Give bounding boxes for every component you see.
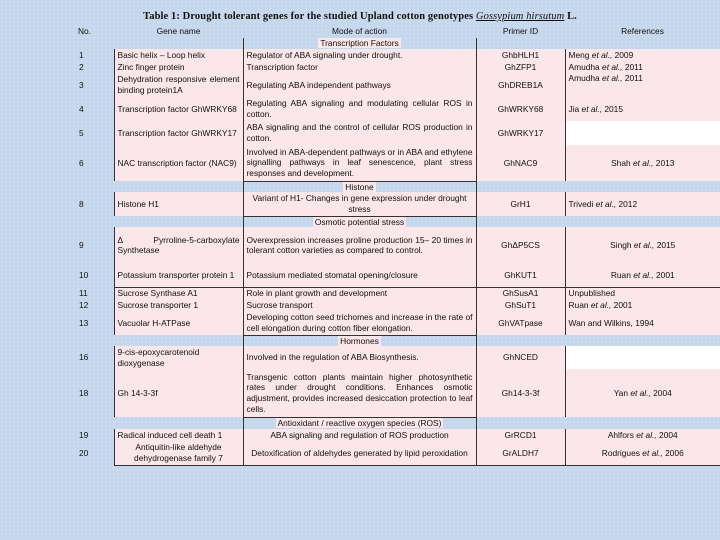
table-row — [76, 49, 720, 61]
category-row-ros — [76, 417, 720, 429]
table-row — [76, 429, 720, 441]
row-ref: Singh et al., 2015 — [565, 227, 720, 263]
row-gene: Transcription factor GhWRKY17 — [114, 121, 243, 145]
table-row — [76, 369, 720, 417]
row-gene: NAC transcription factor (NAC9) — [114, 145, 243, 181]
category-row-osmotic — [76, 216, 720, 227]
category-label: Histone — [345, 181, 374, 192]
row-no: 13 — [79, 317, 89, 328]
row-gene: Transcription factor GhWRKY68 — [114, 97, 243, 121]
row-no: 12 — [79, 299, 89, 310]
row-ref: Ahlfors et al., 2004 — [565, 429, 720, 441]
title-prefix: Table 1: Drought tolerant genes for the studied Upland cotton genotypes — [143, 11, 474, 22]
row-ref — [565, 121, 720, 145]
header-primer: Primer ID — [502, 26, 539, 37]
row-no: 18 — [79, 387, 89, 398]
row-mode: Regulator of ABA signaling under drought. — [243, 49, 476, 61]
row-no: 16 — [79, 352, 89, 363]
row-gene: Basic helix – Loop helix — [114, 49, 243, 61]
row-ref: Yan et al., 2004 — [565, 369, 720, 417]
title-species: Gossypium hirsutum — [475, 11, 565, 22]
row-mode: ABA signaling and regulation of ROS production — [243, 429, 476, 441]
row-mode: ABA signaling and the control of cellular ROS production in cotton. — [243, 121, 476, 145]
row-primer: GhWRKY17 — [476, 121, 565, 145]
row-primer: GrH1 — [476, 192, 565, 216]
row-no: 8 — [79, 198, 84, 209]
row-mode: Potassium mediated stomatal opening/closure — [243, 263, 476, 287]
table-row — [76, 121, 720, 145]
row-ref: Amudha et al., 2011 — [565, 73, 720, 97]
row-ref: Jia et al., 2015 — [565, 97, 720, 121]
row-gene: Zinc finger protein — [114, 61, 243, 73]
row-no: 4 — [79, 103, 84, 114]
row-ref: Rodrigues et al., 2006 — [565, 441, 720, 465]
category-row-histone — [76, 181, 720, 192]
row-ref: Ruan et al., 2001 — [565, 263, 720, 287]
row-gene: Dehydration responsive element binding protein1A — [114, 73, 243, 97]
row-mode: Variant of H1- Changes in gene expression under drought stress — [243, 192, 476, 216]
title-suffix: L. — [567, 11, 577, 22]
row-ref: Unpublished — [565, 287, 720, 299]
row-primer: GhVATpase — [476, 311, 565, 335]
table-row — [76, 346, 720, 369]
row-primer: GhSusA1 — [476, 287, 565, 299]
header-no: No. — [78, 26, 92, 37]
table-row — [76, 311, 720, 335]
row-mode: Involved in the regulation of ABA Biosynthesis. — [243, 346, 476, 369]
row-primer: GhWRKY68 — [476, 97, 565, 121]
table-row — [76, 61, 720, 73]
row-ref — [565, 346, 720, 369]
category-row-hormones — [76, 335, 720, 346]
row-no: 6 — [79, 157, 84, 168]
row-gene: Sucrose transporter 1 — [114, 299, 243, 311]
row-primer: GhΔP5CS — [476, 227, 565, 263]
row-mode: Regulating ABA independent pathways — [243, 73, 476, 97]
row-primer: GhKUT1 — [476, 263, 565, 287]
row-primer: GhDREB1A — [476, 73, 565, 97]
row-primer: GhNCED — [476, 346, 565, 369]
row-primer: GhZFP1 — [476, 61, 565, 73]
category-label: Antioxidant / reactive oxygen species (ROS) — [277, 418, 442, 429]
row-ref: Ruan et al., 2001 — [565, 299, 720, 311]
category-label: Osmotic potential stress — [314, 216, 405, 227]
row-mode: Role in plant growth and development — [243, 287, 476, 299]
row-mode: Developing cotton seed trichomes and increase in the rate of cell elongation during cotton fiber elongation. — [243, 311, 476, 335]
table-row — [76, 299, 720, 311]
row-no: 10 — [79, 269, 89, 280]
row-no: 1 — [79, 49, 84, 60]
header-refs: References — [621, 26, 664, 37]
row-no: 3 — [79, 79, 84, 90]
table-row — [76, 227, 720, 263]
row-gene: 9-cis-epoxycarotenoid dioxygenase — [114, 346, 243, 369]
row-no: 9 — [79, 239, 84, 250]
row-mode: Transgenic cotton plants maintain higher photosynthetic rates under drought conditions. Enhances osmotic adjustment, provides increased desiccation protection to leaf cells. — [243, 369, 476, 417]
row-gene: Δ Pyrroline-5-carboxylate Synthetase — [114, 227, 243, 263]
row-ref: Wan and Wilkins, 1994 — [565, 311, 720, 335]
header-mode: Mode of action — [332, 26, 387, 37]
table-row — [76, 145, 720, 181]
row-no: 19 — [79, 429, 89, 440]
category-label: Transcription Factors — [320, 38, 399, 49]
row-gene: Potassium transporter protein 1 — [114, 263, 243, 287]
row-ref: Trivedi et al., 2012 — [565, 192, 720, 216]
category-row-tf — [76, 38, 720, 49]
table-row — [76, 97, 720, 121]
row-ref: Meng et al., 2009 — [565, 49, 720, 61]
row-primer: GrRCD1 — [476, 429, 565, 441]
category-label: Hormones — [340, 335, 379, 346]
row-gene: Histone H1 — [114, 192, 243, 216]
row-mode: Involved in ABA-dependent pathways or in ABA and ethylene signalling pathways in leaf senescence, plant stress responses and development. — [243, 145, 476, 181]
table-row — [76, 192, 720, 216]
drought-genes-table — [76, 25, 720, 466]
row-mode: Detoxification of aldehydes generated by lipid peroxidation — [243, 441, 476, 465]
table-title — [0, 11, 720, 22]
row-mode: Regulating ABA signaling and modulating cellular ROS in cotton. — [243, 97, 476, 121]
header-row — [76, 25, 720, 38]
row-gene: Vacuolar H-ATPase — [114, 311, 243, 335]
row-mode: Sucrose transport — [243, 299, 476, 311]
row-ref: Shah et al., 2013 — [565, 145, 720, 181]
table-row — [76, 441, 720, 465]
row-no: 5 — [79, 127, 84, 138]
row-no: 11 — [79, 287, 88, 298]
row-no: 2 — [79, 61, 84, 72]
header-gene: Gene name — [156, 26, 201, 37]
row-mode: Transcription factor — [243, 61, 476, 73]
row-no: 20 — [79, 447, 89, 458]
table-row — [76, 73, 720, 97]
row-primer: GrALDH7 — [476, 441, 565, 465]
row-gene: Gh 14-3-3f — [114, 369, 243, 417]
row-primer: Gh14-3-3f — [476, 369, 565, 417]
row-ref: Amudha et al., 2011 — [565, 61, 720, 73]
row-gene: Radical induced cell death 1 — [114, 429, 243, 441]
row-gene: Antiquitin-like aldehyde dehydrogenase family 7 — [114, 441, 243, 465]
row-gene: Sucrose Synthase A1 — [114, 287, 243, 299]
row-primer: GhNAC9 — [476, 145, 565, 181]
row-primer: GhSuT1 — [476, 299, 565, 311]
table-row — [76, 287, 720, 299]
row-mode: Overexpression increases proline production 15– 20 times in tolerant cotton varieties as compared to control. — [243, 227, 476, 263]
table-row — [76, 263, 720, 287]
row-primer: GhbHLH1 — [476, 49, 565, 61]
